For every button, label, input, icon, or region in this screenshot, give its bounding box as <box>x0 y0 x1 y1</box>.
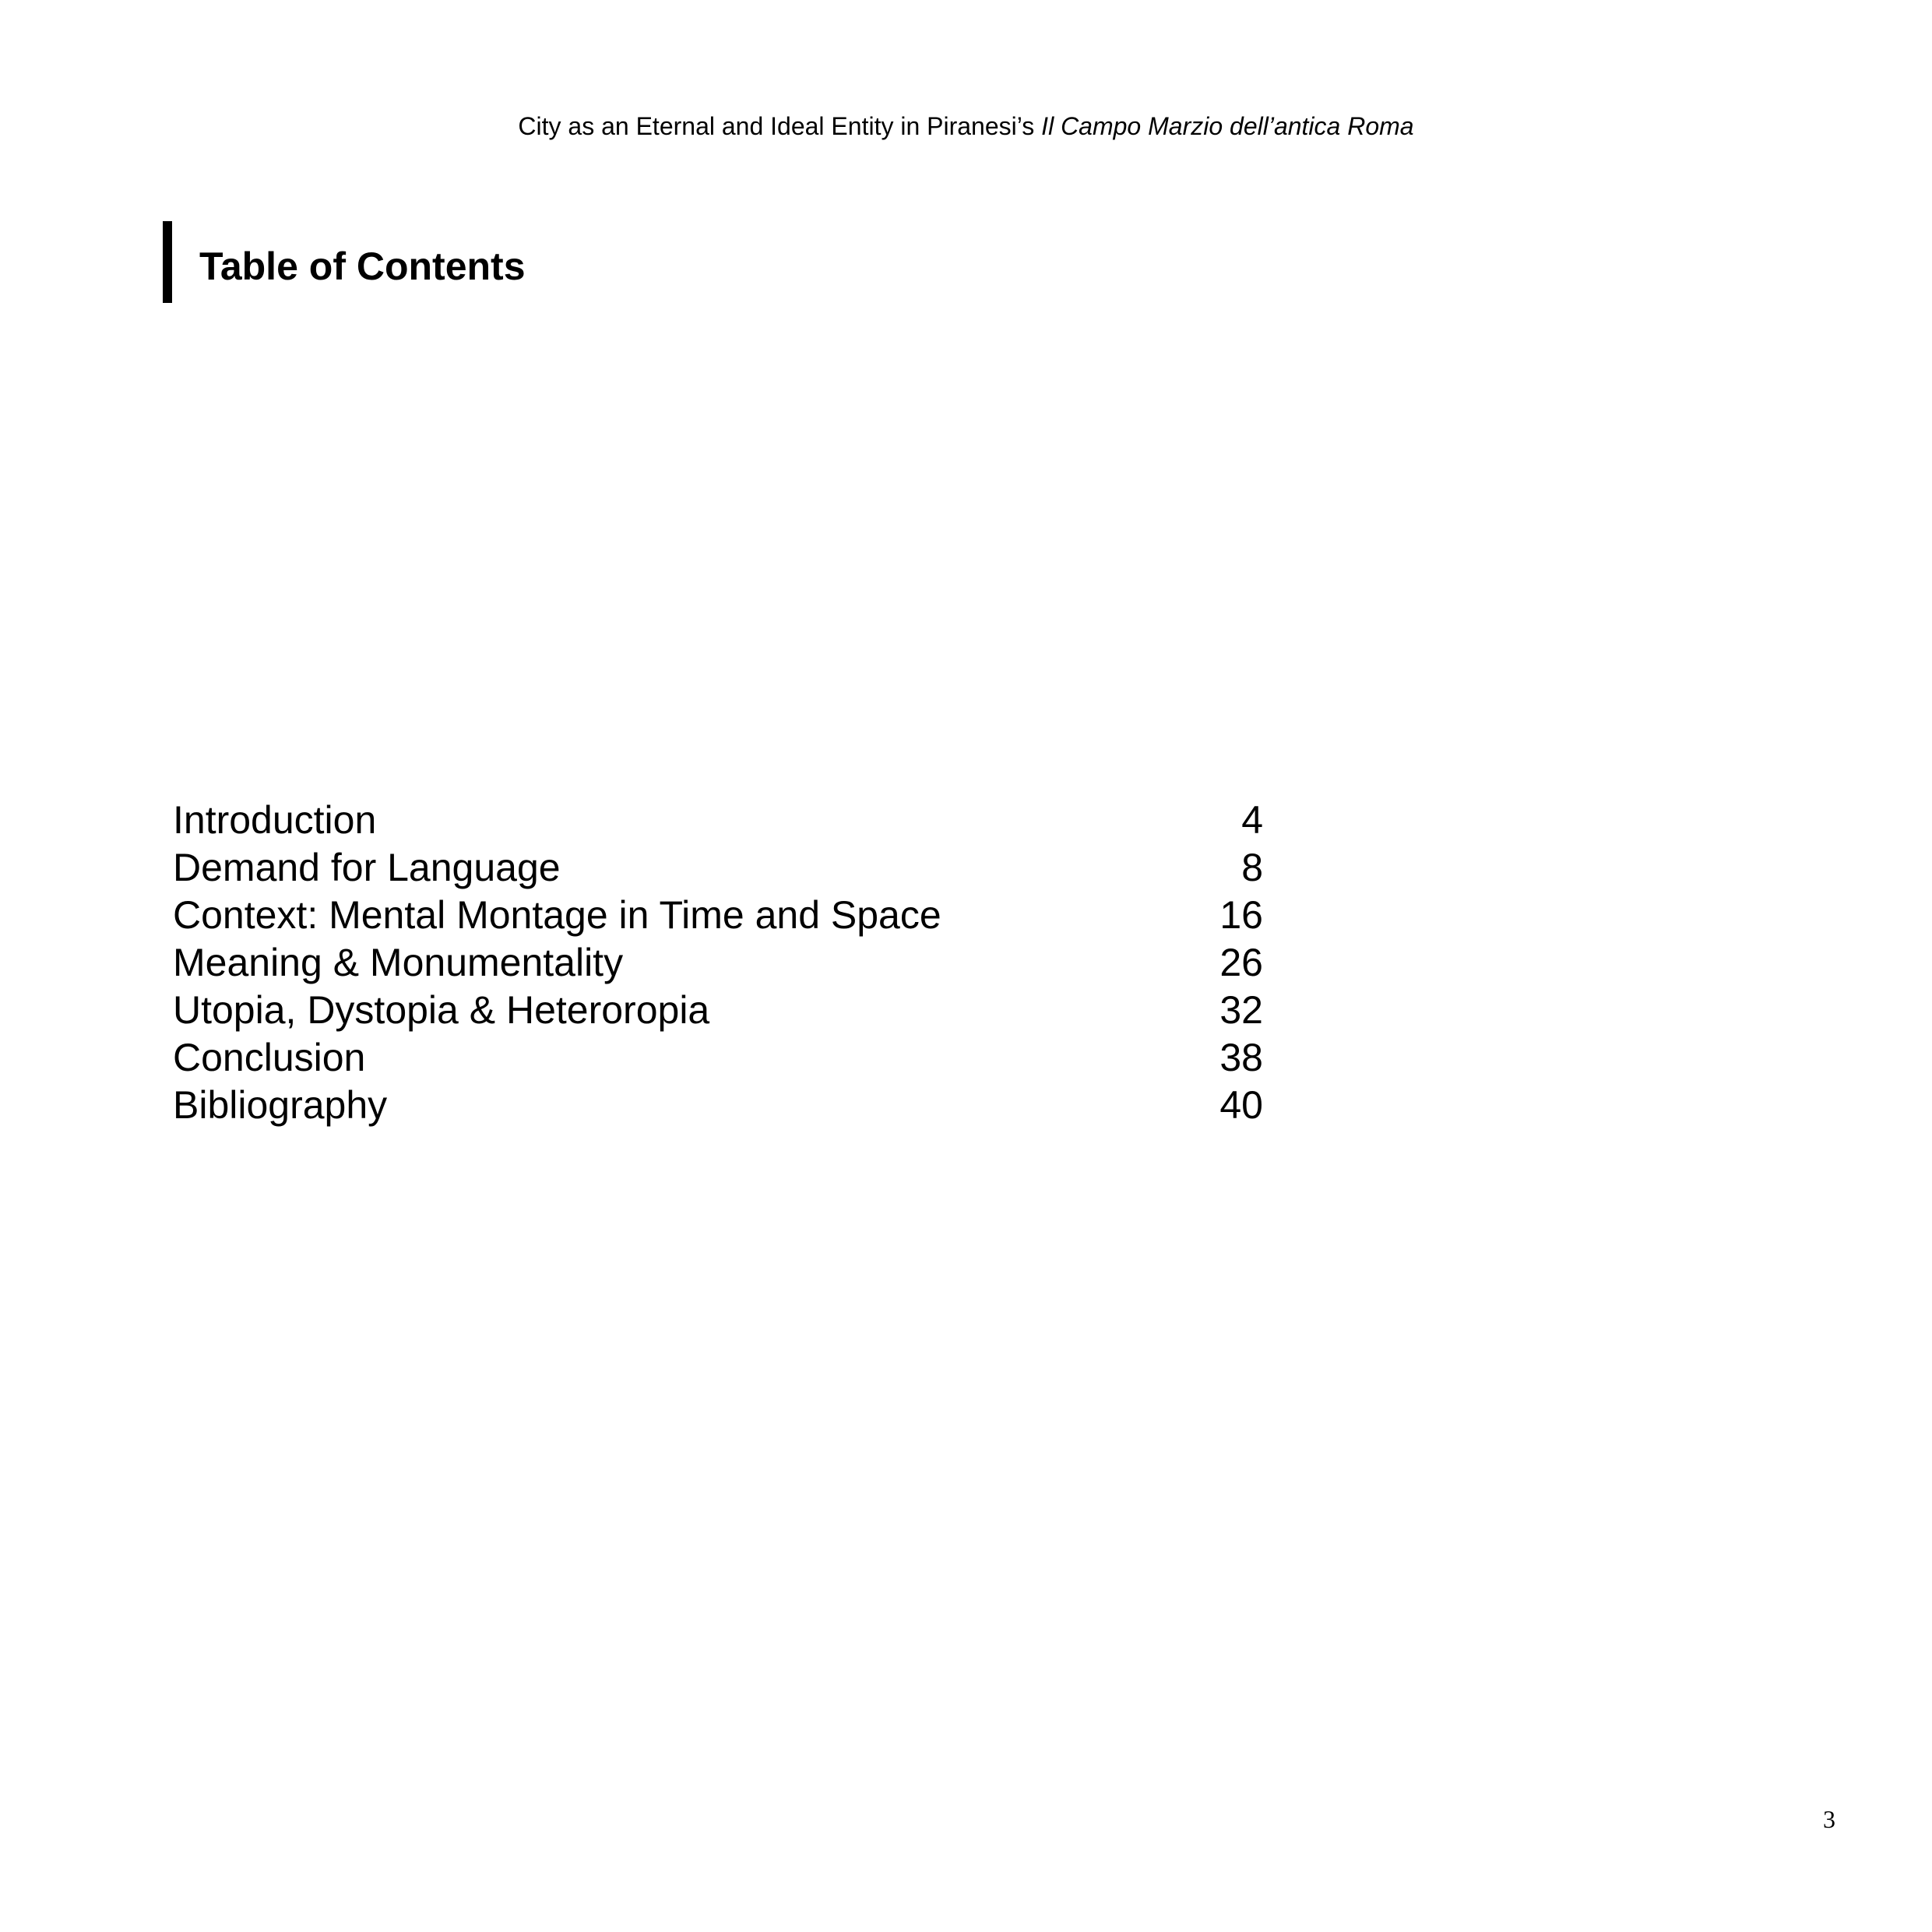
toc-entry-page: 32 <box>1219 988 1263 1032</box>
toc-entry-page: 26 <box>1219 941 1263 984</box>
toc-entry-title: Meaning & Monumentality <box>173 941 624 984</box>
toc-entry-conclusion[interactable] <box>173 1034 1263 1082</box>
heading-accent-bar <box>163 221 172 303</box>
toc-entry-page: 16 <box>1219 893 1263 937</box>
toc-entry-title: Demand for Language <box>173 846 561 889</box>
toc-entry-title: Introduction <box>173 798 377 842</box>
toc-entry-demand-for-language[interactable] <box>173 844 1263 892</box>
table-of-contents <box>173 797 1263 1129</box>
toc-entry-title: Utopia, Dystopia & Heteroropia <box>173 988 710 1032</box>
toc-entry-title: Conclusion <box>173 1036 366 1079</box>
page-number: 3 <box>1823 1805 1835 1833</box>
toc-entry-bibliography[interactable] <box>173 1082 1263 1129</box>
running-header-text: City as an Eternal and Ideal Entity in Piranesi’s <box>518 112 1042 140</box>
toc-entry-page: 8 <box>1241 846 1263 889</box>
toc-entry-utopia-dystopia[interactable] <box>173 987 1263 1034</box>
toc-entry-page: 4 <box>1241 798 1263 842</box>
toc-entry-page: 40 <box>1219 1083 1263 1127</box>
running-header-work-title: Il Campo Marzio dell’antica Roma <box>1041 112 1414 140</box>
toc-entry-meaning-monumentality[interactable] <box>173 939 1263 987</box>
toc-entry-page: 38 <box>1219 1036 1263 1079</box>
toc-entry-title: Bibliography <box>173 1083 388 1127</box>
toc-entry-context[interactable] <box>173 892 1263 939</box>
page-title: Table of Contents <box>199 245 526 288</box>
toc-entry-title: Context: Mental Montage in Time and Space <box>173 893 941 937</box>
running-header <box>0 111 1932 142</box>
toc-entry-introduction[interactable] <box>173 797 1263 844</box>
